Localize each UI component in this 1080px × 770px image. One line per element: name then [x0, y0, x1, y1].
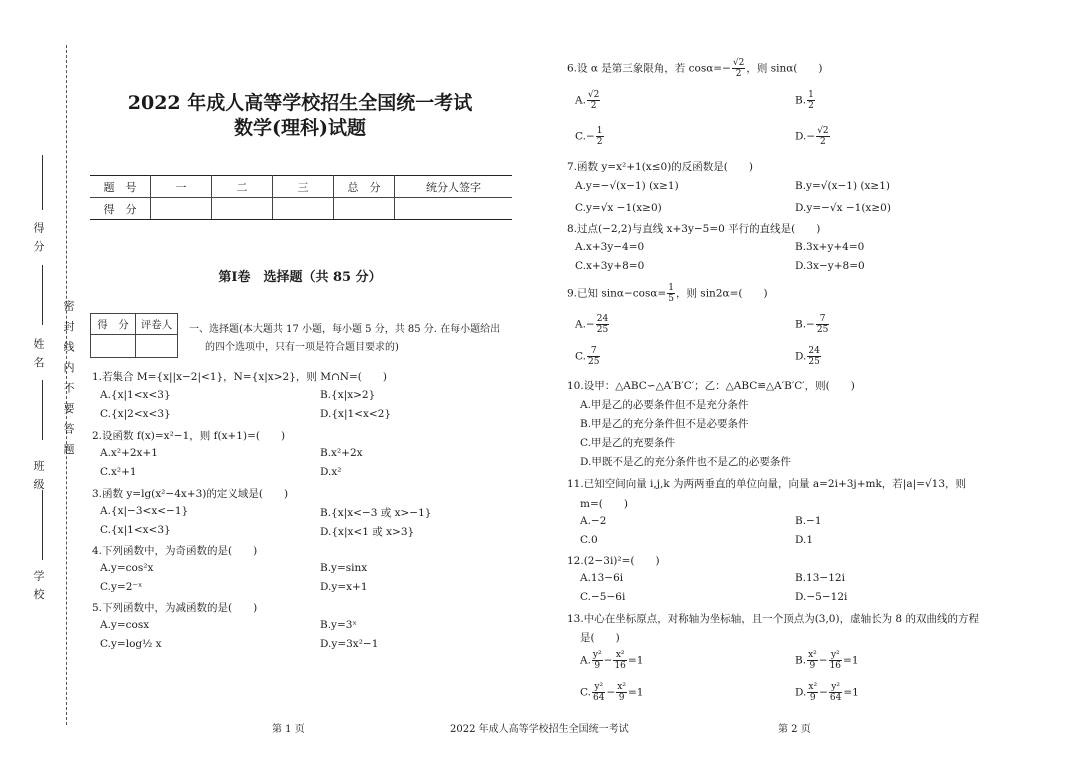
- option-d[interactable]: D.−5−12i: [795, 591, 848, 603]
- fraction-denominator: 9: [594, 661, 601, 671]
- fraction-numerator: √2: [587, 90, 600, 100]
- question-stem: 4.下列函数中，为奇函数的是( ): [92, 545, 258, 557]
- fraction: [807, 682, 818, 703]
- question-stem: 1.若集合 M={x||x−2|<1}，N={x|x>2}，则 M∩N=( ): [92, 371, 387, 383]
- fraction: [667, 283, 675, 304]
- option-b[interactable]: B.x²+2x: [320, 447, 363, 459]
- stem-text: ，则 sin2α=( ): [675, 287, 768, 300]
- school-blank-line: [42, 490, 43, 560]
- footer-page-2: 第 2 页: [778, 724, 811, 735]
- question-stem: 10.设甲：△ABC∽△A′B′C′；乙：△ABC≌△A′B′C′，则( ): [567, 380, 855, 392]
- fraction: [616, 682, 627, 703]
- option-b[interactable]: B.y=sinx: [320, 562, 368, 574]
- option-d[interactable]: [795, 346, 822, 367]
- equation-rest: =1: [843, 654, 859, 667]
- fraction: [596, 314, 609, 335]
- option-c[interactable]: [575, 126, 605, 147]
- option-c[interactable]: C.−5−6i: [580, 591, 626, 603]
- fraction: [816, 314, 829, 335]
- option-d[interactable]: D.1: [795, 534, 814, 546]
- fraction-numerator: 1: [808, 90, 814, 100]
- equation-rest: =1: [627, 654, 644, 667]
- equation-rest: =1: [627, 686, 644, 699]
- option-d[interactable]: D.3x−y+8=0: [795, 260, 865, 272]
- fraction-numerator: y²: [592, 650, 602, 660]
- option-a[interactable]: A.{x|−3<x<−1}: [100, 505, 189, 517]
- option-b[interactable]: B.−1: [795, 515, 822, 527]
- fraction-numerator: 1: [668, 283, 674, 293]
- question-stem: 5.下列函数中，为减函数的是( ): [92, 602, 258, 614]
- fraction-numerator: 7: [816, 314, 829, 325]
- option-letter: A.−: [575, 318, 595, 331]
- question-stem: [567, 283, 768, 304]
- score-table-header: 一: [151, 176, 212, 198]
- question-stem: 7.函数 y=x²+1(x≤0)的反函数是( ): [567, 161, 753, 173]
- fraction: [587, 90, 600, 111]
- option-c[interactable]: C.y=log½ x: [100, 638, 162, 650]
- section1-instructions-line2: 的四个选项中，只有一项是符合题目要求的): [205, 342, 399, 353]
- fraction-numerator: x²: [617, 682, 626, 692]
- option-a[interactable]: A.甲是乙的必要条件但不是充分条件: [580, 399, 749, 411]
- option-letter: A.: [580, 654, 591, 667]
- minus-sign: −: [606, 686, 616, 699]
- option-d[interactable]: D.y=x+1: [320, 581, 368, 593]
- grader-name-label: 评卷人: [136, 314, 178, 335]
- fraction: [613, 650, 626, 671]
- section1-instructions-line1: 一、选择题(本大题共 17 小题，每小题 5 分，共 85 分. 在每小题给出: [189, 324, 501, 335]
- question-stem: 11.已知空间向量 i,j,k 为两两垂直的单位向量，向量 a=2i+3j+mk，若|a|=√13，则: [567, 478, 966, 490]
- option-letter: D.: [795, 350, 807, 363]
- fraction: [807, 346, 820, 367]
- stem-text: 6.设 α 是第三象限角，若 cosα=−: [567, 62, 731, 75]
- question-stem: 3.函数 y=lg(x²−4x+3)的定义域是( ): [92, 488, 289, 500]
- option-a[interactable]: A.y=cosx: [100, 619, 150, 631]
- fraction: [592, 650, 603, 671]
- fraction-denominator: 64: [829, 693, 842, 703]
- side-school-label: 学 校: [32, 570, 45, 602]
- option-letter: D.−: [795, 130, 816, 143]
- fraction-denominator: 2: [590, 101, 597, 111]
- fraction-numerator: 1: [596, 126, 603, 136]
- minus-sign: −: [818, 654, 828, 667]
- fraction-numerator: y²: [829, 682, 842, 693]
- score-row-label: 得 分: [90, 198, 151, 220]
- fraction-denominator: 2: [735, 69, 742, 79]
- option-b[interactable]: B.y=3ˣ: [320, 619, 357, 631]
- fraction: [816, 126, 829, 147]
- fraction-denominator: 16: [829, 661, 842, 671]
- fraction-denominator: 64: [593, 693, 605, 703]
- option-a[interactable]: A.x²+2x+1: [100, 447, 158, 459]
- option-c[interactable]: C.{x|2<x<3}: [100, 408, 171, 420]
- fraction-denominator: 25: [816, 325, 829, 335]
- option-a[interactable]: [580, 650, 643, 671]
- fraction: [592, 682, 605, 703]
- fraction: [807, 650, 818, 671]
- option-c[interactable]: C.x+3y+8=0: [575, 260, 645, 272]
- fraction-denominator: 16: [614, 661, 626, 671]
- option-c[interactable]: C.x²+1: [100, 466, 137, 478]
- option-letter: B.: [795, 654, 807, 667]
- fraction: [829, 650, 842, 671]
- option-c[interactable]: C.0: [580, 534, 598, 546]
- fraction-denominator: 2: [808, 101, 814, 111]
- fraction: [596, 126, 604, 147]
- minus-sign: −: [819, 686, 828, 699]
- fraction: [807, 90, 815, 111]
- score-cell[interactable]: [334, 198, 395, 220]
- grader-name-cell[interactable]: [136, 335, 178, 358]
- fraction-numerator: 24: [596, 314, 609, 324]
- option-letter: B.: [795, 94, 807, 107]
- option-a[interactable]: [575, 90, 601, 111]
- fraction-denominator: 9: [809, 693, 816, 703]
- grader-score-cell[interactable]: [91, 335, 136, 358]
- option-letter: C.−: [575, 130, 595, 143]
- footer-exam-name: 2022 年成人高等学校招生全国统一考试: [450, 724, 629, 735]
- stem-text: ，则 sinα( ): [746, 62, 823, 75]
- score-table-header: 三: [273, 176, 334, 198]
- stem-text: 9.已知 sinα−cosα=: [567, 287, 667, 300]
- option-letter: C.: [575, 350, 586, 363]
- side-class-label: 班 级: [32, 460, 45, 492]
- option-c[interactable]: [580, 682, 643, 703]
- fraction-denominator: 5: [668, 294, 674, 304]
- option-d[interactable]: D.{x|x<1 或 x>3}: [320, 526, 415, 538]
- option-letter: A.: [575, 94, 586, 107]
- option-b[interactable]: B.y=√(x−1) (x≥1): [795, 180, 890, 192]
- score-table: [90, 175, 512, 220]
- fraction-numerator: y²: [829, 650, 842, 661]
- grader-box: [90, 313, 178, 358]
- grader-score-label: 得 分: [91, 314, 136, 335]
- option-d[interactable]: D.y=3x²−1: [320, 638, 379, 650]
- option-letter: D.: [795, 686, 807, 699]
- minus-sign: −: [603, 654, 613, 667]
- fraction-numerator: y²: [592, 682, 605, 693]
- option-b[interactable]: B.3x+y+4=0: [795, 241, 865, 253]
- score-cell[interactable]: [395, 198, 513, 220]
- fraction-denominator: 2: [596, 137, 603, 147]
- question-stem: 12.(2−3i)²=( ): [567, 555, 660, 567]
- option-c[interactable]: [575, 346, 601, 367]
- option-a[interactable]: A.13−6i: [580, 572, 624, 584]
- question-stem: 2.设函数 f(x)=x²−1，则 f(x+1)=( ): [92, 430, 286, 442]
- option-a[interactable]: A.−2: [580, 515, 607, 527]
- option-d[interactable]: [795, 126, 831, 147]
- score-table-header: 题 号: [90, 176, 151, 198]
- score-cell[interactable]: [273, 198, 334, 220]
- option-d[interactable]: D.{x|1<x<2}: [320, 408, 392, 420]
- option-b[interactable]: B.{x|x>2}: [320, 389, 376, 401]
- question-stem: 8.过点(−2,2)与直线 x+3y−5=0 平行的直线是( ): [567, 223, 821, 235]
- part1-title: 第Ⅰ卷 选择题（共 85 分）: [218, 270, 382, 285]
- score-cell[interactable]: [212, 198, 273, 220]
- option-a[interactable]: A.{x|1<x<3}: [100, 389, 171, 401]
- fraction-numerator: x²: [613, 650, 626, 661]
- option-c[interactable]: C.甲是乙的充要条件: [580, 437, 675, 449]
- option-b[interactable]: [795, 90, 816, 111]
- fraction-denominator: 9: [618, 693, 625, 703]
- option-b[interactable]: B.13−12i: [795, 572, 845, 584]
- option-b[interactable]: [795, 314, 830, 335]
- equation-rest: =1: [843, 686, 859, 699]
- fraction-numerator: √2: [817, 126, 829, 136]
- side-no-answer-label: 密 封 线 内 不 要 答 题: [62, 300, 75, 458]
- side-name-label: 姓 名: [32, 338, 45, 370]
- fraction-numerator: x²: [808, 650, 817, 660]
- side-score-label: 得 分: [32, 222, 45, 254]
- option-a[interactable]: A.x+3y−4=0: [575, 241, 645, 253]
- fraction-numerator: x²: [808, 682, 818, 692]
- score-table-header: 二: [212, 176, 273, 198]
- score-cell[interactable]: [151, 198, 212, 220]
- fraction-denominator: 9: [809, 661, 816, 671]
- footer-page-1: 第 1 页: [272, 724, 305, 735]
- option-a[interactable]: [575, 314, 610, 335]
- fraction: [829, 682, 842, 703]
- option-d[interactable]: D.甲既不是乙的充分条件也不是乙的必要条件: [580, 456, 791, 468]
- fraction-numerator: 7: [587, 346, 600, 357]
- question-stem-cont: m=( ): [580, 498, 628, 510]
- fraction: [732, 58, 745, 79]
- fraction-numerator: 24: [808, 346, 820, 356]
- fraction-denominator: 25: [588, 357, 600, 367]
- question-stem: [567, 58, 823, 79]
- option-a[interactable]: A.y=cos²x: [100, 562, 154, 574]
- option-d[interactable]: [795, 682, 859, 703]
- option-c[interactable]: C.y=2⁻ˣ: [100, 581, 143, 593]
- score-table-header: 统分人签字: [395, 176, 513, 198]
- option-b[interactable]: B.甲是乙的充分条件但不是必要条件: [580, 418, 749, 430]
- option-d[interactable]: D.x²: [320, 466, 342, 478]
- option-c[interactable]: C.y=√x −1(x≥0): [575, 202, 662, 214]
- fraction-denominator: 25: [596, 325, 609, 335]
- option-c[interactable]: C.{x|1<x<3}: [100, 524, 171, 536]
- option-b[interactable]: B.{x|x<−3 或 x>−1}: [320, 507, 432, 519]
- fraction-numerator: √2: [732, 58, 745, 68]
- score-table-header: 总 分: [334, 176, 395, 198]
- option-a[interactable]: A.y=−√(x−1) (x≥1): [575, 180, 679, 192]
- option-letter: B.−: [795, 318, 815, 331]
- option-letter: C.: [580, 686, 591, 699]
- fraction-denominator: 25: [808, 357, 820, 367]
- score-blank-line: [42, 155, 43, 210]
- exam-title-line2: 数学(理科)试题: [234, 117, 366, 139]
- option-b[interactable]: [795, 650, 859, 671]
- fraction: [587, 346, 600, 367]
- question-stem-cont: 是( ): [580, 632, 620, 644]
- fraction-denominator: 2: [820, 137, 826, 147]
- question-stem: 13.中心在坐标原点，对称轴为坐标轴，且一个顶点为(3,0)，虚轴长为 8 的双曲线的方程: [567, 613, 979, 625]
- exam-title-line1: 2022 年成人高等学校招生全国统一考试: [127, 92, 473, 114]
- class-blank-line: [42, 380, 43, 440]
- option-d[interactable]: D.y=−√x −1(x≥0): [795, 202, 891, 214]
- name-blank-line: [42, 265, 43, 325]
